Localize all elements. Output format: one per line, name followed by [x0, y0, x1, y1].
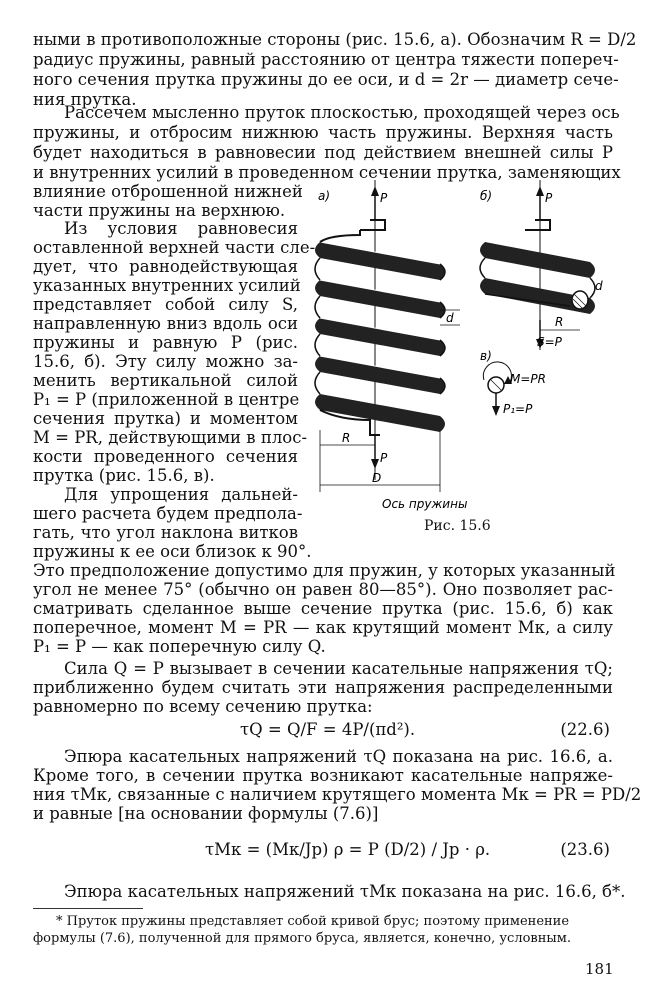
text-line: представляет собой силу S,	[33, 295, 298, 314]
figure-caption: Рис. 15.6	[424, 518, 491, 534]
text-line: равномерно по всему сечению прутка:	[33, 697, 373, 716]
text-line: Для упрощения дальней-	[64, 485, 298, 504]
dimension-d-diameter: D	[372, 471, 382, 485]
text-line: пружины и равную P (рис.	[33, 333, 298, 352]
text-line: приближенно будем считать эти напряжения распределенными	[33, 678, 613, 697]
text-line: и внутренних усилий в проведенном сечении прутка, заменяющих	[33, 163, 621, 182]
equation-22-6: τQ = Q/F = 4P/(πd²).	[240, 720, 416, 739]
footnote-rule	[33, 908, 143, 909]
text-line: влияние отброшенной нижней	[33, 182, 303, 201]
text-line: ными в противоположные стороны (рис. 15.6, а). Обозначим R = D/2	[33, 30, 637, 49]
label-a: а)	[318, 189, 331, 203]
text-line: Эпюра касательных напряжений τMк показана на рис. 16.6, б*.	[64, 882, 626, 901]
text-line: Кроме того, в сечении прутка возникают касательные напряже-	[33, 766, 613, 785]
arrow-down-icon	[492, 406, 500, 416]
force-label-p: P	[545, 191, 553, 205]
text-line: Эпюра касательных напряжений τQ показана на рис. 16.6, а.	[64, 747, 613, 766]
text-line: M = PR, действующими в плос-	[33, 428, 308, 447]
text-line: радиус пружины, равный расстоянию от центра тяжести попереч-	[33, 50, 619, 69]
dimension-d: d	[595, 279, 603, 293]
footnote-line: * Пруток пружины представляет собой кривой брус; поэтому применение	[56, 914, 570, 929]
text-line: дует, что равнодействующая	[33, 257, 298, 276]
figure-a	[315, 180, 467, 511]
text-line: прутка (рис. 15.6, в).	[33, 466, 215, 485]
text-line: ния τMк, связанные с наличием крутящего момента Mк = PR = PD/2	[33, 785, 642, 804]
label-v: в)	[480, 349, 492, 363]
text-line: угол не менее 75° (обычно он равен 80—85°). Оно позволяет рас-	[33, 580, 613, 599]
text-line: сечения прутка) и моментом	[33, 409, 298, 428]
text-line: ного сечения прутка пружины до ее оси, и d = 2r — диаметр сече-	[33, 70, 619, 89]
text-line: шего расчета будем предпола-	[33, 504, 303, 523]
label-b: б)	[480, 189, 493, 203]
coil	[315, 242, 445, 432]
text-line: и равные [на основании формулы (7.6)]	[33, 804, 379, 823]
text-line: Рассечем мысленно пруток плоскостью, проходящей через ось	[64, 103, 620, 122]
text-line: кости проведенного сечения	[33, 447, 298, 466]
dimension-r: R	[342, 431, 351, 445]
text-line: направленную вниз вдоль оси	[33, 314, 298, 333]
force-label-s: S=P	[537, 335, 562, 349]
figure-v	[480, 349, 546, 416]
footnote-line: формулы (7.6), полученной для прямого бруса, является, конечно, условным.	[33, 931, 571, 946]
text-line: сматривать сделанное выше сечение прутка (рис. 15.6, б) как	[33, 599, 613, 618]
text-line: P₁ = P (приложенной в центре	[33, 390, 300, 409]
text-line: будет находиться в равновесии под действием внешней силы P	[33, 143, 613, 162]
moment-label: M=PR	[510, 372, 546, 386]
page-number: 181	[585, 960, 614, 978]
text-line: Сила Q = P вызывает в сечении касательные напряжения τQ;	[64, 659, 613, 678]
force-label-p: P	[380, 191, 388, 205]
text-line: пружины к ее оси близок к 90°.	[33, 542, 312, 561]
dimension-r: R	[555, 315, 564, 329]
dimension-d: d	[446, 311, 454, 325]
equation-23-6: τMк = (Mк/Jp) ρ = P (D/2) / Jp · ρ.	[205, 840, 491, 859]
text-line: пружины, и отбросим нижнюю часть пружины. Верхняя часть	[33, 123, 613, 142]
force-label-p: P	[380, 451, 388, 465]
force-label-p1: P₁=P	[503, 402, 533, 416]
text-line: Из условия равновесия	[64, 219, 298, 238]
figure-b	[480, 180, 603, 350]
text-line: менить вертикальной силой	[33, 371, 298, 390]
arrow-up-icon	[536, 186, 544, 196]
text-line: указанных внутренних усилий	[33, 276, 301, 295]
equation-number: (22.6)	[560, 720, 610, 739]
equation-number: (23.6)	[560, 840, 610, 859]
text-line: Это предположение допустимо для пружин, у которых указанный	[33, 561, 616, 580]
arrow-up-icon	[371, 186, 379, 196]
arrow-down-icon	[371, 459, 379, 469]
axis-label: Ось пружины	[382, 497, 468, 511]
text-line: части пружины на верхнюю.	[33, 201, 286, 220]
text-line: оставленной верхней части сле-	[33, 238, 316, 257]
text-line: поперечное, момент M = PR — как крутящий момент Mк, а силу	[33, 618, 613, 637]
text-line: гать, что угол наклона витков	[33, 523, 298, 542]
spring-figure	[300, 180, 640, 520]
text-line: 15.6, б). Эту силу можно за-	[33, 352, 298, 371]
text-line: ния прутка.	[33, 90, 137, 109]
text-line: P₁ = P — как поперечную силу Q.	[33, 637, 326, 656]
